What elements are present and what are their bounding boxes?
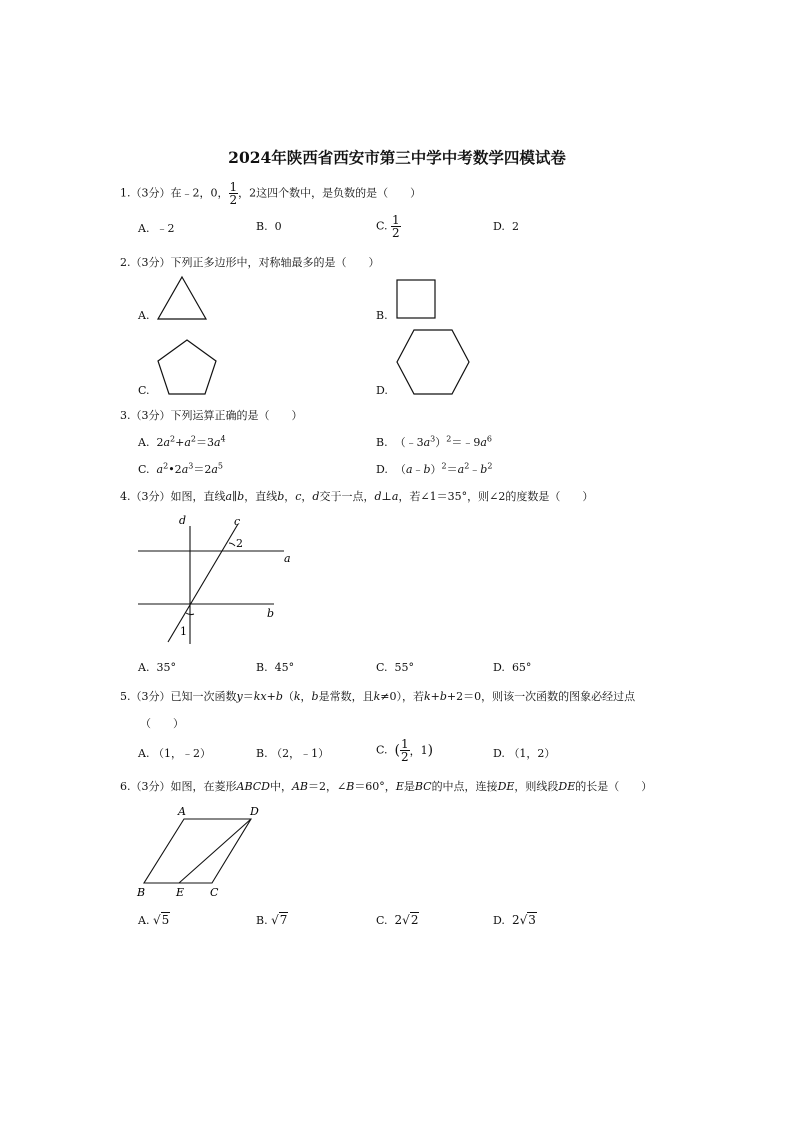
question-5: 5.（3分）已知一次函数y＝kx+b（k，b是常数，且k≠0），若k+b+2＝0，则该一次函数的图象必经过点 [120, 690, 636, 703]
question-4: 4.（3分）如图，直线a∥b，直线b，c，d交于一点，d⊥a，若∠1＝35°，则∠2的度数是（ ） [120, 490, 594, 503]
option-d: D. 2√3 [493, 913, 536, 927]
option-a: A. ﹣2 [138, 222, 175, 235]
option-b: B. （2，﹣1） [256, 747, 330, 760]
option-c: C. 2√2 [376, 913, 419, 927]
square-figure [395, 278, 439, 322]
label-D: D [250, 805, 259, 818]
label-B: B [137, 886, 146, 899]
fraction: $\frac{1}{2}$ [229, 180, 238, 207]
option-d: D. （1，2） [493, 747, 556, 760]
option-c: C. ( $\frac{1}{2}$ ，1) [376, 737, 434, 764]
pentagon-figure [155, 337, 219, 397]
question-number: 1. [120, 186, 131, 200]
label-angle-2: 2 [236, 537, 243, 550]
question-3: 3.（3分）下列运算正确的是（ ） [120, 409, 303, 422]
triangle-figure [155, 275, 209, 323]
option-b: B. $(﹣3a^3)^2=﹣9a^6$ [376, 434, 492, 449]
label-b: b [267, 607, 275, 620]
option-a: A. √5 [138, 913, 170, 927]
option-a-label: A. [138, 309, 150, 322]
question-5-answer-paren: （ ） [140, 717, 184, 730]
rhombus-figure [134, 802, 266, 900]
option-c-label: C. [138, 384, 150, 397]
question-1 [120, 181, 421, 206]
option-d: D. 2 [493, 220, 519, 233]
option-c: C. 55° [376, 661, 415, 674]
option-b: B. √7 [256, 913, 288, 927]
option-c: C. $\frac{1}{2}$ [376, 213, 400, 240]
label-c: c [234, 515, 241, 528]
hexagon-figure [395, 327, 471, 397]
option-a: A. 35° [138, 661, 176, 674]
option-d: D. 65° [493, 661, 532, 674]
page-title: 2024年陕西省西安市第三中学中考数学四模试卷 [228, 148, 566, 167]
label-C: C [210, 886, 219, 899]
question-6: 6.（3分）如图，在菱形ABCD中，AB＝2，∠B＝60°，E是BC的中点，连接DE，则线段DE的长是（ ） [120, 780, 653, 793]
question-score: （3分） [130, 186, 171, 200]
option-b: B. 45° [256, 661, 295, 674]
option-a: A. $2a^2+a^2=3a^4$ [138, 434, 226, 449]
question-text: 在﹣2，0， [170, 186, 229, 200]
question-text: ，2这四个数中，是负数的是（ ） [238, 186, 422, 200]
option-b: B. 0 [256, 220, 282, 233]
option-c: C. $a^2•2a^3=2a^5$ [138, 461, 223, 476]
label-E: E [176, 886, 185, 899]
label-d: d [179, 514, 187, 527]
option-b-label: B. [376, 309, 388, 322]
option-d-label: D. [376, 384, 388, 397]
label-a: a [284, 552, 291, 565]
option-a: A. （1，﹣2） [138, 747, 211, 760]
label-A: A [178, 805, 186, 818]
label-angle-1: 1 [180, 625, 187, 638]
question-2: 2.（3分）下列正多边形中，对称轴最多的是（ ） [120, 256, 380, 269]
option-d: D. $(a﹣b)^2=a^2﹣b^2$ [376, 461, 493, 476]
parallel-lines-figure [134, 510, 294, 650]
